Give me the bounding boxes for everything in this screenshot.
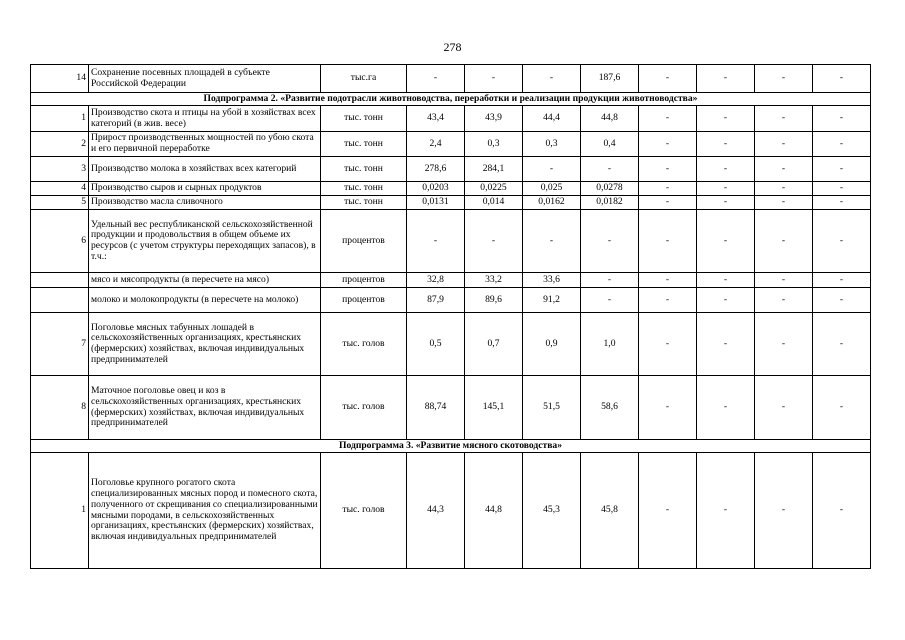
- section-title: Подпрограмма 2. «Развитие подотрасли животноводства, переработки и реализации продукции животноводства»: [31, 93, 871, 106]
- value-cell: -: [697, 288, 755, 313]
- value-cell: 284,1: [465, 157, 523, 182]
- value-cell: -: [697, 376, 755, 440]
- value-cell: -: [523, 157, 581, 182]
- indicator-name: Прирост производственных мощностей по убою скота и его первичной переработке: [89, 132, 321, 157]
- value-cell: -: [523, 210, 581, 273]
- value-cell: 0,5: [407, 313, 465, 376]
- value-cell: -: [755, 157, 813, 182]
- value-cell: -: [755, 313, 813, 376]
- value-cell: 88,74: [407, 376, 465, 440]
- value-cell: 32,8: [407, 273, 465, 288]
- value-cell: -: [755, 273, 813, 288]
- value-cell: -: [755, 196, 813, 210]
- table-row: [31, 157, 871, 182]
- value-cell: -: [697, 132, 755, 157]
- value-cell: -: [639, 182, 697, 196]
- value-cell: 89,6: [465, 288, 523, 313]
- value-cell: -: [639, 132, 697, 157]
- value-cell: -: [813, 182, 871, 196]
- unit-cell: процентов: [321, 273, 407, 288]
- value-cell: -: [407, 65, 465, 93]
- value-cell: -: [697, 210, 755, 273]
- value-cell: 0,3: [465, 132, 523, 157]
- indicator-name: мясо и мясопродукты (в пересчете на мясо): [89, 273, 321, 288]
- row-number: 3: [31, 157, 89, 182]
- unit-cell: тыс. голов: [321, 453, 407, 569]
- value-cell: -: [465, 65, 523, 93]
- table-row: [31, 376, 871, 440]
- value-cell: 87,9: [407, 288, 465, 313]
- value-cell: -: [755, 65, 813, 93]
- unit-cell: тыс. тонн: [321, 132, 407, 157]
- row-number: 8: [31, 376, 89, 440]
- table-row: [31, 288, 871, 313]
- value-cell: -: [523, 65, 581, 93]
- value-cell: -: [813, 106, 871, 132]
- row-number: 1: [31, 453, 89, 569]
- table-row: [31, 132, 871, 157]
- value-cell: -: [407, 210, 465, 273]
- indicator-name: Производство скота и птицы на убой в хозяйствах всех категорий (в жив. весе): [89, 106, 321, 132]
- value-cell: 0,3: [523, 132, 581, 157]
- unit-cell: тыс. тонн: [321, 196, 407, 210]
- value-cell: 43,9: [465, 106, 523, 132]
- indicator-name: Маточное поголовье овец и коз в сельскохозяйственных организациях, крестьянских (фермерских) хозяйствах, включая индивидуальных предпринимателей: [89, 376, 321, 440]
- indicator-name: молоко и молокопродукты (в пересчете на молоко): [89, 288, 321, 313]
- value-cell: -: [697, 65, 755, 93]
- value-cell: -: [755, 106, 813, 132]
- value-cell: 0,0131: [407, 196, 465, 210]
- unit-cell: тыс. голов: [321, 313, 407, 376]
- row-number: [31, 273, 89, 288]
- table-row: [31, 313, 871, 376]
- table-row: [31, 196, 871, 210]
- value-cell: 0,0225: [465, 182, 523, 196]
- value-cell: 43,4: [407, 106, 465, 132]
- value-cell: 1,0: [581, 313, 639, 376]
- value-cell: -: [813, 196, 871, 210]
- row-number: 7: [31, 313, 89, 376]
- value-cell: -: [813, 157, 871, 182]
- value-cell: -: [639, 453, 697, 569]
- value-cell: -: [639, 196, 697, 210]
- indicator-name: Производство молока в хозяйствах всех категорий: [89, 157, 321, 182]
- unit-cell: тыс. тонн: [321, 106, 407, 132]
- table-row: [31, 182, 871, 196]
- value-cell: 2,4: [407, 132, 465, 157]
- value-cell: -: [581, 157, 639, 182]
- value-cell: 45,8: [581, 453, 639, 569]
- unit-cell: процентов: [321, 288, 407, 313]
- value-cell: -: [755, 376, 813, 440]
- value-cell: -: [581, 288, 639, 313]
- table-row: [31, 65, 871, 93]
- value-cell: -: [813, 65, 871, 93]
- value-cell: 0,9: [523, 313, 581, 376]
- value-cell: -: [755, 453, 813, 569]
- row-number: 2: [31, 132, 89, 157]
- value-cell: 0,4: [581, 132, 639, 157]
- value-cell: -: [639, 376, 697, 440]
- value-cell: -: [639, 106, 697, 132]
- value-cell: -: [581, 273, 639, 288]
- value-cell: 0,0162: [523, 196, 581, 210]
- value-cell: -: [813, 376, 871, 440]
- row-number: [31, 288, 89, 313]
- value-cell: -: [755, 288, 813, 313]
- value-cell: -: [755, 132, 813, 157]
- value-cell: -: [639, 157, 697, 182]
- indicator-name: Сохранение посевных площадей в субъекте Российской Федерации: [89, 65, 321, 93]
- value-cell: -: [581, 210, 639, 273]
- value-cell: 145,1: [465, 376, 523, 440]
- value-cell: -: [813, 210, 871, 273]
- value-cell: 58,6: [581, 376, 639, 440]
- value-cell: -: [465, 210, 523, 273]
- table-row: [31, 210, 871, 273]
- value-cell: -: [697, 182, 755, 196]
- value-cell: 33,6: [523, 273, 581, 288]
- value-cell: -: [697, 313, 755, 376]
- row-number: 5: [31, 196, 89, 210]
- value-cell: -: [639, 210, 697, 273]
- value-cell: -: [697, 196, 755, 210]
- table-row: [31, 453, 871, 569]
- value-cell: -: [639, 313, 697, 376]
- table-row: [31, 273, 871, 288]
- value-cell: -: [813, 273, 871, 288]
- value-cell: 278,6: [407, 157, 465, 182]
- table-row: [31, 106, 871, 132]
- unit-cell: тыс. голов: [321, 376, 407, 440]
- unit-cell: процентов: [321, 210, 407, 273]
- value-cell: 44,8: [465, 453, 523, 569]
- indicators-table: [30, 64, 871, 569]
- value-cell: -: [639, 273, 697, 288]
- indicator-name: Производство масла сливочного: [89, 196, 321, 210]
- value-cell: 0,7: [465, 313, 523, 376]
- value-cell: -: [755, 210, 813, 273]
- value-cell: 91,2: [523, 288, 581, 313]
- indicator-name: Удельный вес республиканской сельскохозяйственной продукции и продовольствия в общем объеме их ресурсов (с учетом структуры переходящих запасов), в т.ч.:: [89, 210, 321, 273]
- value-cell: 45,3: [523, 453, 581, 569]
- value-cell: 0,0182: [581, 196, 639, 210]
- value-cell: -: [813, 453, 871, 569]
- section-header-row: [31, 93, 871, 106]
- value-cell: 44,4: [523, 106, 581, 132]
- indicator-name: Производство сыров и сырных продуктов: [89, 182, 321, 196]
- value-cell: 44,3: [407, 453, 465, 569]
- row-number: 14: [31, 65, 89, 93]
- value-cell: -: [639, 288, 697, 313]
- value-cell: -: [813, 288, 871, 313]
- section-header-row: [31, 440, 871, 453]
- unit-cell: тыс. тонн: [321, 157, 407, 182]
- value-cell: 51,5: [523, 376, 581, 440]
- value-cell: 33,2: [465, 273, 523, 288]
- row-number: 1: [31, 106, 89, 132]
- indicator-name: Поголовье мясных табунных лошадей в сельскохозяйственных организациях, крестьянских (фермерских) хозяйствах, включая индивидуальных предпринимателей: [89, 313, 321, 376]
- unit-cell: тыс. тонн: [321, 182, 407, 196]
- page-number: 278: [443, 40, 462, 54]
- value-cell: -: [697, 106, 755, 132]
- value-cell: 0,025: [523, 182, 581, 196]
- value-cell: 0,0278: [581, 182, 639, 196]
- value-cell: -: [813, 132, 871, 157]
- value-cell: -: [755, 182, 813, 196]
- unit-cell: тыс.га: [321, 65, 407, 93]
- value-cell: 44,8: [581, 106, 639, 132]
- value-cell: 187,6: [581, 65, 639, 93]
- row-number: 6: [31, 210, 89, 273]
- value-cell: -: [639, 65, 697, 93]
- section-title: Подпрограмма 3. «Развитие мясного скотоводства»: [31, 440, 871, 453]
- indicator-name: Поголовье крупного рогатого скота специализированных мясных пород и помесного скота, полученного от скрещивания со специализированными мясными породами, в сельскохозяйственных организациях, крестьянских (фермерских) хозяйствах, включая индивидуальных предпринимателей: [89, 453, 321, 569]
- value-cell: 0,014: [465, 196, 523, 210]
- value-cell: -: [697, 453, 755, 569]
- value-cell: 0,0203: [407, 182, 465, 196]
- row-number: 4: [31, 182, 89, 196]
- value-cell: -: [697, 273, 755, 288]
- value-cell: -: [697, 157, 755, 182]
- value-cell: -: [813, 313, 871, 376]
